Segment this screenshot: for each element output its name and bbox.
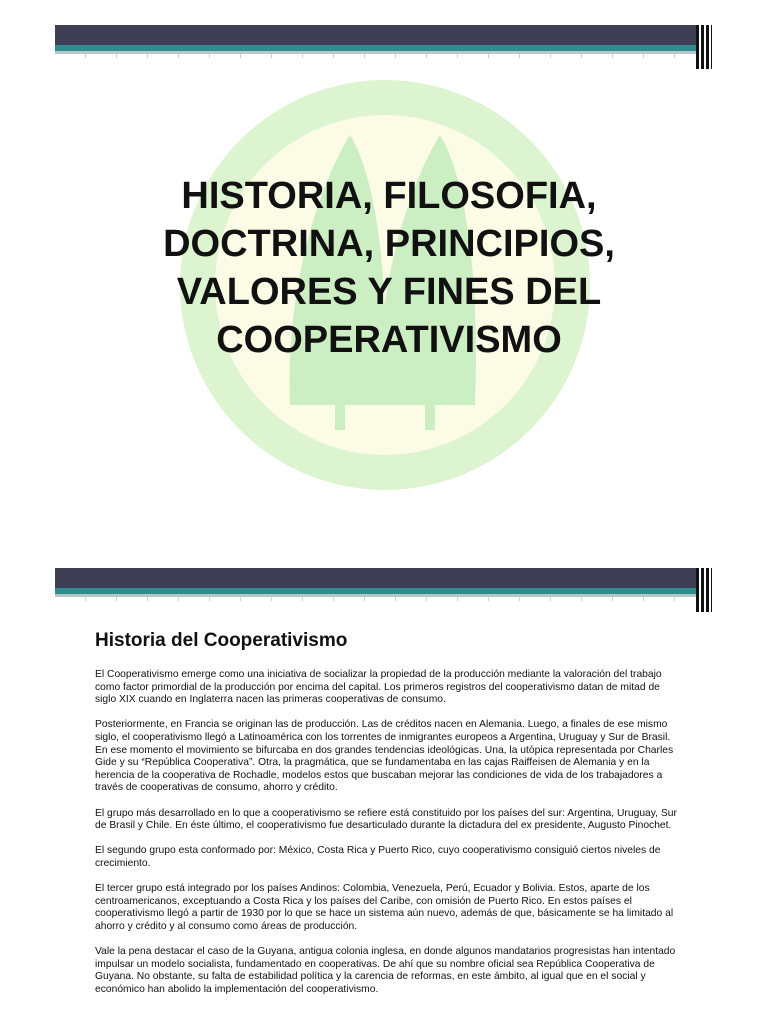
page1-header-bar [55, 25, 712, 54]
page2-header-bar [55, 568, 712, 597]
body-paragraph: El Cooperativismo emerge como una iniciativa de socializar la propiedad de la producción mediante la valoración del trabajo como factor primordial de la producción por encima del capital. Los primeros registros del cooperativismo datan de mitad de siglo XIX cuando en Inglaterra nacen las primeras cooperativas de consumo. [95, 669, 662, 706]
cover-title-line: HISTORIA, FILOSOFIA, [181, 175, 597, 217]
body-paragraph: El grupo más desarrollado en lo que a cooperativismo se refiere está constituido por los países del sur: Argentina, Uruguay, Sur de Brasil y Chile. En éste último, el cooperativismo fue desarticulado durante la dictadura del ex presidente, Augusto Pinochet. [95, 807, 677, 832]
cover-title [100, 172, 678, 364]
cover-title-line: COOPERATIVISMO [216, 319, 562, 361]
header-stripes-decoration [696, 568, 712, 612]
body-paragraph: Posteriormente, en Francia se originan las de producción. Las de créditos nacen en Alemania. Luego, a finales de ese mismo siglo, el cooperativismo llegó a Latinoamérica con los torrentes de inmigrantes europeos a Argentina, Uruguay y Sur de Brasil. En ese momento el movimiento se bifurcaba en dos grandes tendencias ideológicas. Una, la utópica representada por Charles Gide y su “República Cooperativa”. Otra, la pragmática, que se fundamentaba en las cajas Raiffeisen de Alemania y en la herencia de la cooperativa de Rochadle, modelos estos que buscaban mejorar las condiciones de vida de los trabajadores a través de cooperativas de consumo, ahorro y crédito. [95, 719, 674, 794]
cover-title-line: DOCTRINA, PRINCIPIOS, [163, 223, 615, 265]
cover-title-line: VALORES Y FINES DEL [176, 271, 602, 313]
body-paragraph: El segundo grupo esta conformado por: México, Costa Rica y Puerto Rico, cuyo cooperativismo consiguió ciertos niveles de crecimiento. [95, 845, 661, 869]
body-paragraph: Vale la pena destacar el caso de la Guyana, antigua colonia inglesa, en donde algunos mandatarios progresistas han intentado impulsar un modelo socialista, fundamentado en cooperativas. De ahí que su nombre oficial sea República Cooperativa de Guyana. No obstante, su falta de estabilidad política y la carencia de reformas, en este ámbito, al igual que en el social y económico han abolido la implementación del cooperativismo. [95, 946, 676, 995]
section-heading: Historia del Cooperativismo [95, 630, 348, 651]
header-stripes-decoration [696, 25, 712, 69]
body-paragraph: El tercer grupo está integrado por los países Andinos: Colombia, Venezuela, Perú, Ecuador y Bolivia. Estos, aparte de los centroamericanos, exceptuando a Costa Rica y los países del Caribe, con omisión de Puerto Rico. En estos países el cooperativismo llegó a partir de 1930 por lo que se hace un sistema aún nuevo, además de que, básicamente se ha limitado al ahorro y crédito y al consumo como áreas de producción. [95, 883, 674, 932]
section-body [95, 669, 680, 1009]
